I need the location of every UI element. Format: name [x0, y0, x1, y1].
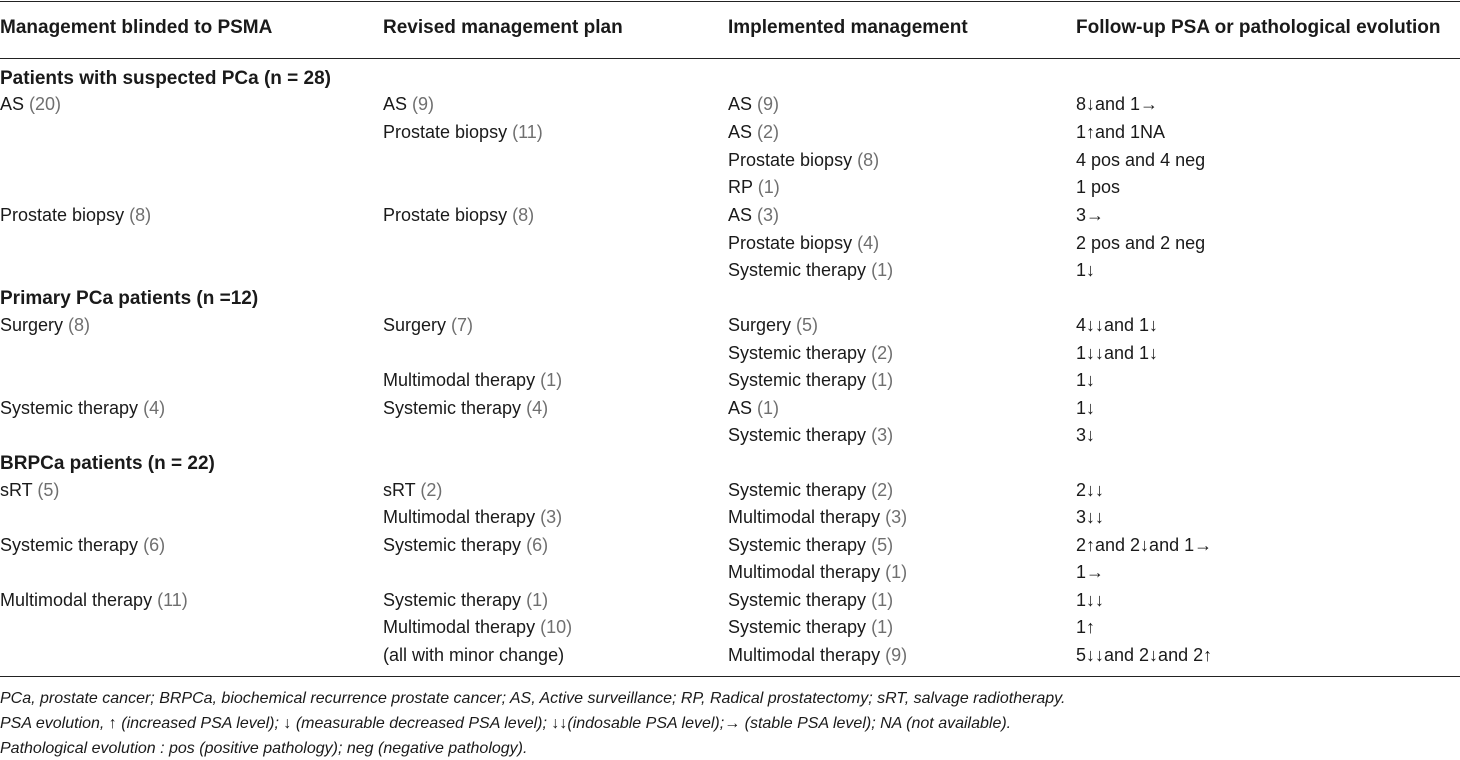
cell-count: (2)	[420, 480, 443, 500]
cell-revised	[383, 95, 434, 113]
cell-followup: 1→	[1076, 562, 1105, 582]
cell-text: Multimodal therapy	[383, 370, 536, 390]
top-rule	[0, 1, 1460, 2]
cell-count: (3)	[757, 205, 780, 225]
cell-implemented	[728, 206, 779, 224]
cell-count: (1)	[757, 398, 780, 418]
cell-text: Systemic therapy	[728, 370, 867, 390]
cell-text: Systemic therapy	[383, 535, 522, 555]
cell-count: (4)	[857, 233, 880, 253]
cell-count: (4)	[143, 398, 166, 418]
cell-revised	[383, 508, 562, 526]
cell-count: (11)	[512, 122, 543, 142]
cell-followup: 8↓and 1→	[1076, 94, 1159, 114]
header-revised: Revised management plan	[383, 17, 623, 38]
cell-text: (all with minor change)	[383, 645, 565, 665]
cell-text: Multimodal therapy	[383, 617, 536, 637]
cell-implemented	[728, 536, 893, 554]
cell-text: sRT	[383, 480, 416, 500]
cell-count: (2)	[871, 343, 894, 363]
cell-text: Systemic therapy	[728, 425, 867, 445]
cell-text: AS	[728, 398, 753, 418]
cell-text: Prostate biopsy	[728, 150, 853, 170]
cell-implemented	[728, 481, 893, 499]
cell-count: (10)	[540, 617, 573, 637]
cell-followup: 3↓	[1076, 425, 1096, 445]
cell-text: Surgery	[0, 315, 64, 335]
cell-text: Systemic therapy	[728, 343, 867, 363]
cell-revised	[383, 399, 548, 417]
cell-text: sRT	[0, 480, 33, 500]
cell-followup: 1 pos	[1076, 177, 1121, 197]
cell-count: (1)	[871, 617, 894, 637]
cell-count: (5)	[871, 535, 894, 555]
cell-followup: 1↑and 1NA	[1076, 122, 1166, 142]
cell-followup: 1↓↓	[1076, 590, 1105, 610]
cell-count: (1)	[871, 590, 894, 610]
cell-implemented	[728, 426, 893, 444]
cell-followup: 3↓↓	[1076, 507, 1105, 527]
footnote-abbreviations: PCa, prostate cancer; BRPCa, biochemical recurrence prostate cancer; AS, Active surveillance; RP, Radical prostatectomy; sRT, salvage radiotherapy.	[0, 690, 1066, 707]
cell-count: (9)	[412, 94, 435, 114]
cell-implemented	[728, 261, 893, 279]
cell-count: (2)	[757, 122, 780, 142]
cell-text: Surgery	[383, 315, 447, 335]
cell-count: (1)	[757, 177, 780, 197]
cell-count: (6)	[143, 535, 166, 555]
cell-implemented	[728, 316, 818, 334]
footnote-pathology: Pathological evolution : pos (positive pathology); neg (negative pathology).	[0, 740, 528, 757]
cell-count: (6)	[526, 535, 549, 555]
section-heading: Patients with suspected PCa (n = 28)	[0, 68, 332, 89]
cell-text: AS	[0, 94, 25, 114]
cell-implemented	[728, 371, 893, 389]
cell-text: Surgery	[728, 315, 792, 335]
cell-text: Prostate biopsy	[383, 205, 508, 225]
cell-implemented	[728, 95, 779, 113]
cell-followup: 2↑and 2↓and 1→	[1076, 535, 1213, 555]
cell-text: Prostate biopsy	[0, 205, 125, 225]
cell-implemented	[728, 151, 879, 169]
cell-text: Prostate biopsy	[728, 233, 853, 253]
cell-revised	[383, 481, 442, 499]
cell-count: (5)	[796, 315, 819, 335]
cell-count: (8)	[68, 315, 91, 335]
cell-implemented	[728, 591, 893, 609]
cell-count: (8)	[857, 150, 880, 170]
cell-text: Systemic therapy	[728, 590, 867, 610]
cell-followup: 4↓↓and 1↓	[1076, 315, 1159, 335]
cell-count: (8)	[512, 205, 535, 225]
cell-revised	[383, 371, 562, 389]
cell-text: AS	[728, 122, 753, 142]
cell-revised	[383, 206, 534, 224]
cell-count: (2)	[871, 480, 894, 500]
cell-text: Systemic therapy	[0, 398, 139, 418]
cell-revised	[383, 123, 543, 141]
cell-count: (7)	[451, 315, 474, 335]
cell-followup: 1↑	[1076, 617, 1096, 637]
cell-blinded	[0, 481, 59, 499]
header-rule	[0, 58, 1460, 59]
cell-followup: 2↓↓	[1076, 480, 1105, 500]
cell-text: Systemic therapy	[728, 480, 867, 500]
cell-count: (20)	[29, 94, 62, 114]
cell-text: AS	[728, 205, 753, 225]
cell-text: Systemic therapy	[728, 617, 867, 637]
cell-count: (4)	[526, 398, 549, 418]
cell-revised	[383, 646, 564, 664]
cell-count: (1)	[871, 260, 894, 280]
cell-count: (5)	[37, 480, 60, 500]
cell-implemented	[728, 563, 907, 581]
cell-revised	[383, 618, 572, 636]
cell-revised	[383, 536, 548, 554]
cell-followup: 1↓↓and 1↓	[1076, 343, 1159, 363]
cell-text: Multimodal therapy	[0, 590, 153, 610]
cell-implemented	[728, 234, 879, 252]
cell-blinded	[0, 399, 165, 417]
cell-followup: 2 pos and 2 neg	[1076, 233, 1206, 253]
cell-text: AS	[383, 94, 408, 114]
cell-count: (3)	[885, 507, 908, 527]
cell-count: (3)	[540, 507, 563, 527]
cell-text: Systemic therapy	[0, 535, 139, 555]
cell-text: AS	[728, 94, 753, 114]
cell-implemented	[728, 646, 907, 664]
cell-text: Systemic therapy	[383, 590, 522, 610]
cell-text: RP	[728, 177, 753, 197]
cell-count: (3)	[871, 425, 894, 445]
cell-implemented	[728, 508, 907, 526]
cell-text: Multimodal therapy	[383, 507, 536, 527]
cell-count: (11)	[157, 590, 188, 610]
header-followup: Follow-up PSA or pathological evolution	[1076, 17, 1441, 38]
cell-followup: 5↓↓and 2↓and 2↑	[1076, 645, 1213, 665]
cell-blinded	[0, 206, 151, 224]
header-blinded: Management blinded to PSMA	[0, 17, 273, 38]
cell-revised	[383, 591, 548, 609]
cell-followup: 1↓	[1076, 370, 1096, 390]
footnote-psa-evolution: PSA evolution, ↑ (increased PSA level); ↓ (measurable decreased PSA level); ↓↓(indosable PSA level);→ (stable PSA level); NA (not available).	[0, 715, 1012, 732]
cell-text: Prostate biopsy	[383, 122, 508, 142]
cell-text: Systemic therapy	[383, 398, 522, 418]
cell-followup: 1↓	[1076, 260, 1096, 280]
cell-blinded	[0, 536, 165, 554]
cell-followup: 3→	[1076, 205, 1105, 225]
cell-followup: 1↓	[1076, 398, 1096, 418]
cell-implemented	[728, 618, 893, 636]
cell-text: Multimodal therapy	[728, 645, 881, 665]
cell-text: Multimodal therapy	[728, 507, 881, 527]
cell-implemented	[728, 399, 779, 417]
bottom-rule	[0, 676, 1460, 677]
cell-blinded	[0, 316, 90, 334]
cell-followup: 4 pos and 4 neg	[1076, 150, 1206, 170]
section-heading: Primary PCa patients (n =12)	[0, 288, 259, 309]
cell-text: Systemic therapy	[728, 535, 867, 555]
cell-implemented	[728, 344, 893, 362]
cell-blinded	[0, 591, 188, 609]
header-implemented: Implemented management	[728, 17, 968, 38]
cell-count: (1)	[871, 370, 894, 390]
cell-blinded	[0, 95, 61, 113]
cell-count: (1)	[885, 562, 908, 582]
section-heading: BRPCa patients (n = 22)	[0, 453, 215, 474]
cell-implemented	[728, 178, 780, 196]
cell-count: (1)	[526, 590, 549, 610]
cell-text: Systemic therapy	[728, 260, 867, 280]
cell-count: (1)	[540, 370, 563, 390]
cell-implemented	[728, 123, 779, 141]
cell-count: (9)	[885, 645, 908, 665]
cell-revised	[383, 316, 473, 334]
cell-count: (9)	[757, 94, 780, 114]
cell-text: Multimodal therapy	[728, 562, 881, 582]
cell-count: (8)	[129, 205, 152, 225]
